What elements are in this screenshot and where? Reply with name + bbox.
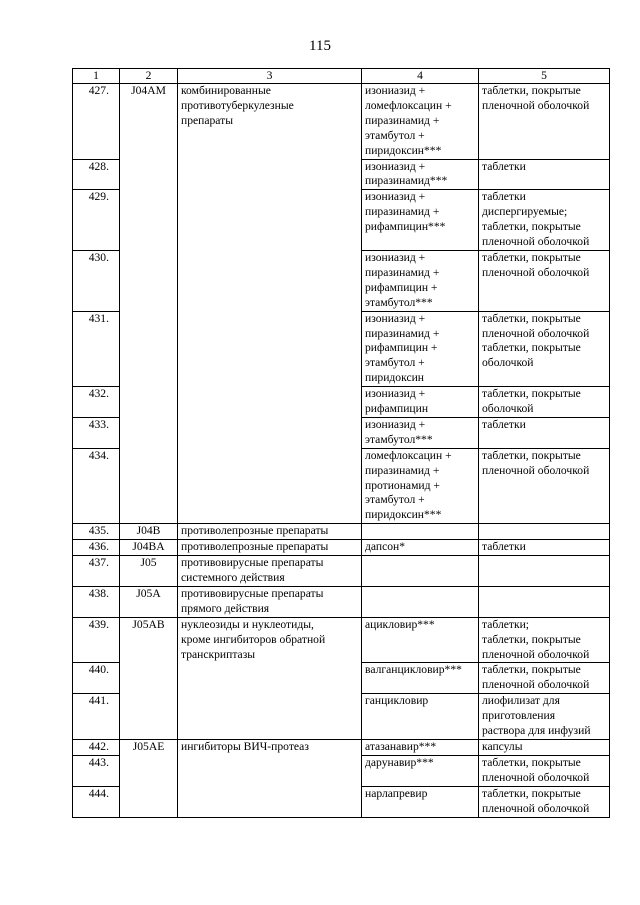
pharm-group <box>178 586 362 617</box>
dosage-form-line: таблетки, покрытые <box>482 387 581 401</box>
row-number: 433. <box>73 417 120 448</box>
drug-name <box>362 387 479 418</box>
pharm-group-line: противовирусные препараты <box>181 556 324 570</box>
dosage-form-line: таблетки, покрытые <box>482 663 581 677</box>
header-col-4: 4 <box>362 69 479 84</box>
table-row <box>73 586 610 617</box>
drug-name-line: этамбутол + <box>365 493 425 507</box>
row-number: 440. <box>73 663 120 694</box>
dosage-form-line: таблетки <box>482 190 526 204</box>
drug-name <box>362 448 479 524</box>
atc-code: J04BA <box>120 540 178 556</box>
drug-name <box>362 586 479 617</box>
dosage-form-line: оболочкой <box>482 402 534 416</box>
drug-name <box>362 755 479 786</box>
pharm-group-line: нуклеозиды и нуклеотиды, <box>181 617 314 631</box>
dosage-form-line: диспергируемые; <box>482 205 568 219</box>
row-number: 429. <box>73 190 120 251</box>
drug-name-line: рифампицин*** <box>365 220 446 234</box>
row-number: 438. <box>73 586 120 617</box>
dosage-form-line: таблетки, покрытые <box>482 341 581 355</box>
dosage-form-line: пленочной оболочкой <box>482 801 590 815</box>
drug-name-line: рифампицин + <box>365 280 438 294</box>
dosage-form-line: таблетки, покрытые <box>482 448 581 462</box>
dosage-form-line: таблетки, покрытые <box>482 755 581 769</box>
dosage-form <box>479 250 610 311</box>
drug-name <box>362 540 479 556</box>
table-row <box>73 617 610 663</box>
pharm-group-line: кроме ингибиторов обратной <box>181 632 326 646</box>
dosage-form <box>479 524 610 540</box>
atc-code: J05 <box>120 556 178 587</box>
row-number: 443. <box>73 755 120 786</box>
dosage-form <box>479 448 610 524</box>
drug-name-line: изониазид + <box>365 311 426 325</box>
table-header-row <box>73 69 610 84</box>
drug-name-line: изониазид + <box>365 159 426 173</box>
pharm-group-line: препараты <box>181 113 233 127</box>
dosage-form-line: пленочной оболочкой <box>482 326 590 340</box>
dosage-form <box>479 417 610 448</box>
dosage-form-line: пленочной оболочкой <box>482 463 590 477</box>
table-row <box>73 739 610 755</box>
dosage-form-line: пленочной оболочкой <box>482 647 590 661</box>
drug-name <box>362 694 479 740</box>
atc-code: J04B <box>120 524 178 540</box>
pharm-group-line: прямого действия <box>181 601 270 615</box>
pharm-group <box>178 739 362 817</box>
drug-name <box>362 556 479 587</box>
drug-name-line: ганцикловир <box>365 694 429 708</box>
row-number: 444. <box>73 786 120 817</box>
pharm-group-line: комбинированные <box>181 84 271 97</box>
dosage-form-line: оболочкой <box>482 356 534 370</box>
dosage-form <box>479 617 610 663</box>
drug-name-line: пиридоксин <box>365 371 425 385</box>
drug-name-line: ацикловир*** <box>365 617 435 631</box>
dosage-form-line: таблетки; <box>482 617 530 631</box>
pharm-group-line: противотуберкулезные <box>181 98 294 112</box>
drug-name-line: этамбутол*** <box>365 432 433 446</box>
drug-name-line: рифампицин + <box>365 341 438 355</box>
dosage-form <box>479 786 610 817</box>
drug-name-line: изониазид + <box>365 387 426 401</box>
dosage-form <box>479 586 610 617</box>
drug-name-line: пиридоксин*** <box>365 143 442 157</box>
dosage-form-line: капсулы <box>482 739 523 753</box>
table-row <box>73 556 610 587</box>
pharm-group <box>178 84 362 524</box>
dosage-form-line: лиофилизат для <box>482 694 560 708</box>
pharm-group-line: противолепрозные препараты <box>181 540 329 554</box>
table-row <box>73 524 610 540</box>
header-col-2: 2 <box>120 69 178 84</box>
dosage-form <box>479 387 610 418</box>
pharm-group-line: транскриптазы <box>181 647 256 661</box>
atc-code: J05A <box>120 586 178 617</box>
dosage-form-line: пленочной оболочкой <box>482 678 590 692</box>
dosage-form-line: таблетки, покрытые <box>482 84 581 97</box>
drug-name <box>362 159 479 190</box>
table-row <box>73 540 610 556</box>
row-number: 442. <box>73 739 120 755</box>
dosage-form-line: пленочной оболочкой <box>482 98 590 112</box>
drug-name-line: нарлапревир <box>365 786 428 800</box>
atc-code: J05AB <box>120 617 178 739</box>
drug-name-line: этамбутол + <box>365 128 425 142</box>
dosage-form <box>479 694 610 740</box>
row-number: 439. <box>73 617 120 663</box>
drug-name <box>362 739 479 755</box>
drug-name-line: дарунавир*** <box>365 755 434 769</box>
dosage-form-line: пленочной оболочкой <box>482 265 590 279</box>
pharm-group-line: противолепрозные препараты <box>181 524 329 538</box>
dosage-form-line: таблетки, покрытые <box>482 311 581 325</box>
dosage-form <box>479 190 610 251</box>
row-number: 437. <box>73 556 120 587</box>
drug-name-line: дапсон* <box>365 540 406 554</box>
drug-name-line: пиразинамид + <box>365 326 440 340</box>
drug-name-line: изониазид + <box>365 417 426 431</box>
drug-table <box>72 68 610 818</box>
pharm-group-line: противовирусные препараты <box>181 586 324 600</box>
pharm-group <box>178 617 362 739</box>
dosage-form <box>479 84 610 160</box>
drug-name <box>362 311 479 387</box>
drug-name-line: пиразинамид*** <box>365 174 448 188</box>
dosage-form <box>479 540 610 556</box>
dosage-form-line: таблетки <box>482 417 526 431</box>
header-col-3: 3 <box>178 69 362 84</box>
dosage-form-line: таблетки <box>482 540 526 554</box>
atc-code: J05AE <box>120 739 178 817</box>
dosage-form-line: пленочной оболочкой <box>482 770 590 784</box>
drug-name <box>362 617 479 663</box>
pharm-group <box>178 540 362 556</box>
pharm-group <box>178 524 362 540</box>
dosage-form-line: таблетки, покрытые <box>482 786 581 800</box>
drug-name <box>362 786 479 817</box>
dosage-form-line: таблетки, покрытые <box>482 220 581 234</box>
dosage-form-line: приготовления <box>482 709 556 723</box>
drug-name <box>362 250 479 311</box>
drug-name <box>362 84 479 160</box>
drug-name-line: ломефлоксацин + <box>365 448 452 462</box>
drug-name-line: пиридоксин*** <box>365 508 442 522</box>
row-number: 428. <box>73 159 120 190</box>
dosage-form-line: таблетки <box>482 159 526 173</box>
drug-name-line: атазанавир*** <box>365 739 437 753</box>
drug-name <box>362 190 479 251</box>
row-number: 430. <box>73 250 120 311</box>
drug-name-line: валганцикловир*** <box>365 663 462 677</box>
dosage-form <box>479 739 610 755</box>
table-row <box>73 84 610 160</box>
drug-name <box>362 417 479 448</box>
pharm-group-line: ингибиторы ВИЧ-протеаз <box>181 739 309 753</box>
pharm-group-line: системного действия <box>181 571 285 584</box>
dosage-form <box>479 159 610 190</box>
drug-name-line: этамбутол*** <box>365 295 433 309</box>
dosage-form-line: пленочной оболочкой <box>482 235 590 249</box>
drug-name-line: изониазид + <box>365 190 426 204</box>
page-number: 115 <box>309 38 331 54</box>
drug-name <box>362 524 479 540</box>
dosage-form <box>479 311 610 387</box>
row-number: 434. <box>73 448 120 524</box>
drug-name <box>362 663 479 694</box>
drug-name-line: изониазид + <box>365 250 426 264</box>
dosage-form-line: таблетки, покрытые <box>482 632 581 646</box>
row-number: 431. <box>73 311 120 387</box>
row-number: 427. <box>73 84 120 160</box>
dosage-form <box>479 556 610 587</box>
header-col-1: 1 <box>73 69 120 84</box>
drug-name-line: пиразинамид + <box>365 265 440 279</box>
drug-name-line: изониазид + <box>365 84 426 97</box>
drug-name-line: этамбутол + <box>365 356 425 370</box>
drug-name-line: пиразинамид + <box>365 463 440 477</box>
drug-name-line: рифампицин <box>365 402 429 416</box>
row-number: 432. <box>73 387 120 418</box>
dosage-form-line: раствора для инфузий <box>482 724 591 738</box>
row-number: 436. <box>73 540 120 556</box>
row-number: 441. <box>73 694 120 740</box>
header-col-5: 5 <box>479 69 610 84</box>
dosage-form-line: таблетки, покрытые <box>482 250 581 264</box>
atc-code: J04AM <box>120 84 178 524</box>
drug-name-line: протионамид + <box>365 478 440 492</box>
pharm-group <box>178 556 362 587</box>
drug-name-line: ломефлоксацин + <box>365 98 452 112</box>
dosage-form <box>479 663 610 694</box>
dosage-form <box>479 755 610 786</box>
row-number: 435. <box>73 524 120 540</box>
drug-name-line: пиразинамид + <box>365 205 440 219</box>
drug-name-line: пиразинамид + <box>365 113 440 127</box>
